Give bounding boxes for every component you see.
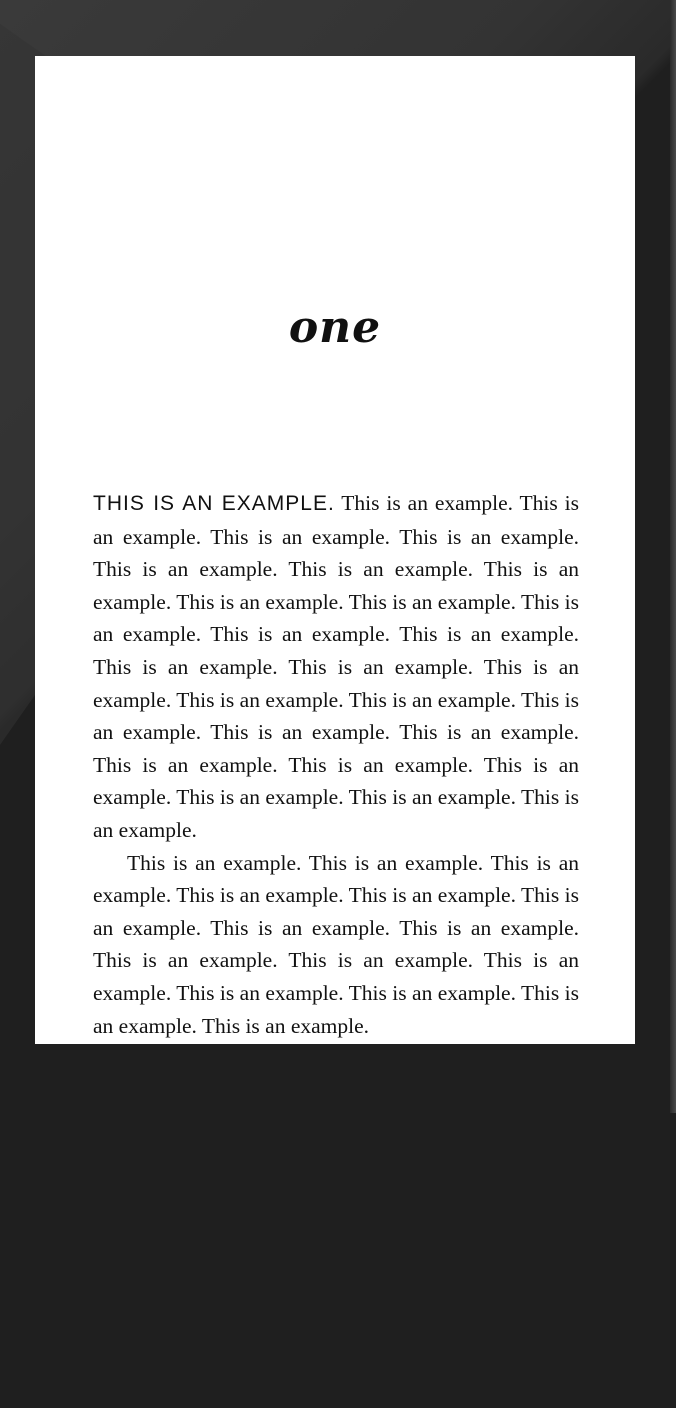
book-page[interactable] <box>35 56 635 1044</box>
paragraph-1-text: This is an example. This is an example. This is an example. This is an example. This is an example. This is an example. This is an example. This is an example. This is an example. This is an example. This is an example. This is an example. This is an example. This is an example. This is an example. This is an example. This is an example. This is an example. This is an example. This is an example. This is an example. This is an example. This is an example. This is an example. This is an example. This is an example. <box>93 491 580 842</box>
lead-in-small-caps: THIS IS AN EXAMPLE. <box>93 492 335 515</box>
device-edge <box>670 0 676 1113</box>
paragraph-2: This is an example. This is an example. This is an example. This is an example. This is an example. This is an example. This is an example. This is an example. This is an example. This is an example. This is an example. This is an example. This is an example. This is an example. This is an example. <box>93 850 579 1038</box>
page-body-text <box>93 487 580 1038</box>
paragraph-1 <box>93 487 579 847</box>
chapter-title: one <box>288 302 382 353</box>
